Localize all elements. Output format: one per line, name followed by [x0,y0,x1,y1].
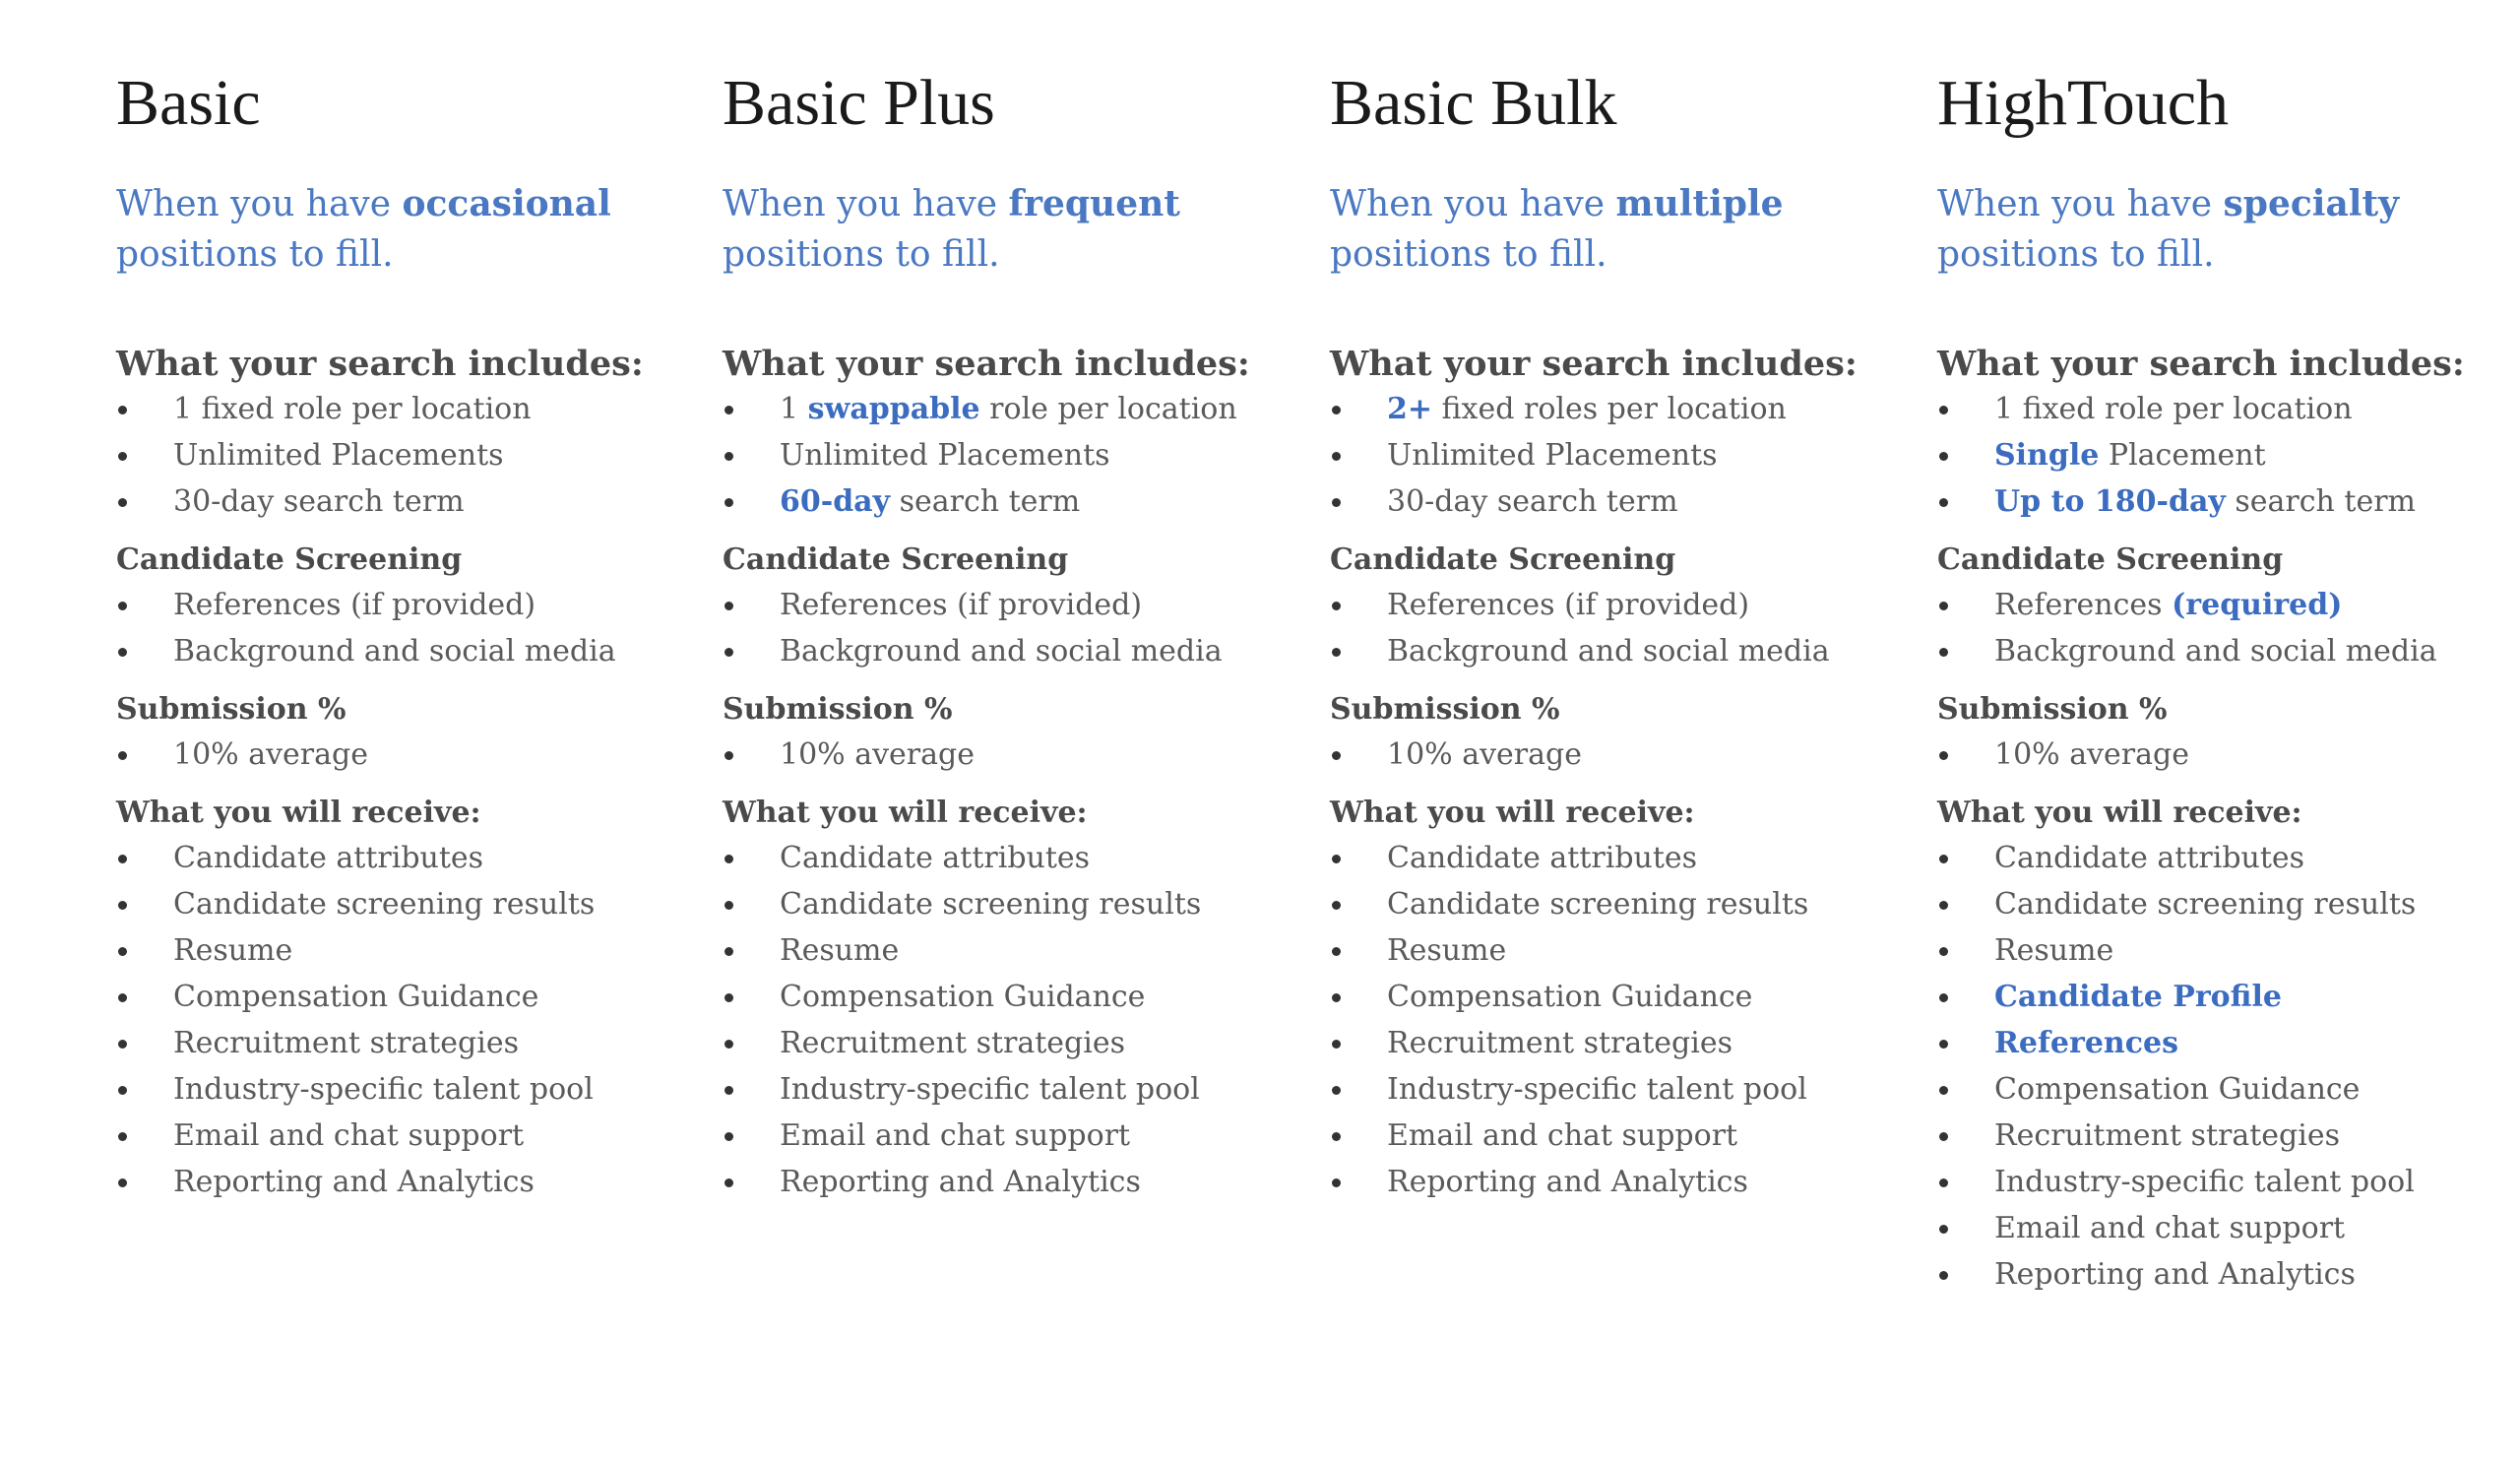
list-item: References (if provided) [116,582,687,628]
submission-title: Submission % [1937,692,2168,727]
list-item: Reporting and Analytics [116,1159,687,1205]
list-item: Candidate screening results [723,881,1293,927]
search-includes-title: What your search includes: [723,344,1250,384]
list-item: References (required) [1937,582,2508,628]
submission-list [723,732,1293,778]
plan-tagline: When you have occasional positions to fill. [116,183,611,275]
list-item: Industry-specific talent pool [1330,1066,1901,1113]
list-item: Email and chat support [723,1113,1293,1159]
list-item: Industry-specific talent pool [116,1066,687,1113]
list-item: Unlimited Placements [1330,432,1901,478]
list-item: Background and social media [116,628,687,674]
submission-title: Submission % [1330,692,1560,727]
plan-tagline: When you have frequent positions to fill. [723,183,1180,275]
screening-title: Candidate Screening [116,542,463,577]
list-item: Email and chat support [1937,1205,2508,1251]
list-item: 60-day search term [723,478,1293,525]
list-item: Resume [723,927,1293,974]
list-item: 10% average [116,732,687,778]
plan-hightouch [1937,59,2508,1298]
plan-title: Basic [116,67,261,139]
plan-title: Basic Plus [723,67,995,139]
search-includes-list [1937,386,2508,525]
list-item: Reporting and Analytics [1937,1251,2508,1298]
list-item: References (if provided) [723,582,1293,628]
list-item: 2+ fixed roles per location [1330,386,1901,432]
list-item: 1 fixed role per location [116,386,687,432]
list-item: Reporting and Analytics [723,1159,1293,1205]
plan-title: HighTouch [1937,67,2230,139]
plan-title: Basic Bulk [1330,67,1617,139]
screening-list [116,582,687,674]
receive-list [1937,835,2508,1298]
submission-list [1937,732,2508,778]
list-item: Candidate attributes [1330,835,1901,881]
list-item: Recruitment strategies [1937,1113,2508,1159]
list-item: Recruitment strategies [723,1020,1293,1066]
list-item: Resume [116,927,687,974]
list-item: References (if provided) [1330,582,1901,628]
list-item: 30-day search term [1330,478,1901,525]
list-item: Candidate screening results [1937,881,2508,927]
list-item: Candidate screening results [116,881,687,927]
list-item: Candidate attributes [1937,835,2508,881]
receive-title: What you will receive: [1937,796,2302,830]
list-item: Unlimited Placements [116,432,687,478]
list-item: Industry-specific talent pool [723,1066,1293,1113]
list-item: Resume [1330,927,1901,974]
submission-title: Submission % [723,692,953,727]
list-item: 10% average [1937,732,2508,778]
list-item: Recruitment strategies [116,1020,687,1066]
search-includes-title: What your search includes: [1937,344,2465,384]
plan-basic-bulk [1330,59,1901,1205]
list-item: Compensation Guidance [1937,1066,2508,1113]
screening-title: Candidate Screening [723,542,1069,577]
list-item: Resume [1937,927,2508,974]
list-item: 1 swappable role per location [723,386,1293,432]
screening-list [1937,582,2508,674]
search-includes-list [116,386,687,525]
list-item: 30-day search term [116,478,687,525]
submission-list [116,732,687,778]
receive-list [723,835,1293,1205]
search-includes-list [1330,386,1901,525]
receive-list [1330,835,1901,1205]
list-item: Background and social media [723,628,1293,674]
list-item: Recruitment strategies [1330,1020,1901,1066]
plan-basic [116,59,687,1205]
screening-title: Candidate Screening [1937,542,2284,577]
receive-title: What you will receive: [723,796,1088,830]
list-item: Candidate Profile [1937,974,2508,1020]
plan-tagline: When you have specialty positions to fill. [1937,183,2399,275]
list-item: 1 fixed role per location [1937,386,2508,432]
list-item: Candidate attributes [116,835,687,881]
list-item: Unlimited Placements [723,432,1293,478]
submission-title: Submission % [116,692,346,727]
search-includes-title: What your search includes: [116,344,644,384]
list-item: Reporting and Analytics [1330,1159,1901,1205]
screening-title: Candidate Screening [1330,542,1676,577]
list-item: Email and chat support [1330,1113,1901,1159]
screening-list [1330,582,1901,674]
list-item: Single Placement [1937,432,2508,478]
list-item: References [1937,1020,2508,1066]
list-item: Compensation Guidance [1330,974,1901,1020]
search-includes-title: What your search includes: [1330,344,1858,384]
list-item: Up to 180-day search term [1937,478,2508,525]
receive-list [116,835,687,1205]
plan-tagline: When you have multiple positions to fill. [1330,183,1784,275]
list-item: 10% average [723,732,1293,778]
plan-basic-plus [723,59,1293,1205]
list-item: Email and chat support [116,1113,687,1159]
list-item: Compensation Guidance [116,974,687,1020]
receive-title: What you will receive: [1330,796,1695,830]
list-item: 10% average [1330,732,1901,778]
search-includes-list [723,386,1293,525]
receive-title: What you will receive: [116,796,481,830]
screening-list [723,582,1293,674]
list-item: Background and social media [1937,628,2508,674]
list-item: Compensation Guidance [723,974,1293,1020]
list-item: Background and social media [1330,628,1901,674]
list-item: Candidate attributes [723,835,1293,881]
list-item: Candidate screening results [1330,881,1901,927]
list-item: Industry-specific talent pool [1937,1159,2508,1205]
submission-list [1330,732,1901,778]
